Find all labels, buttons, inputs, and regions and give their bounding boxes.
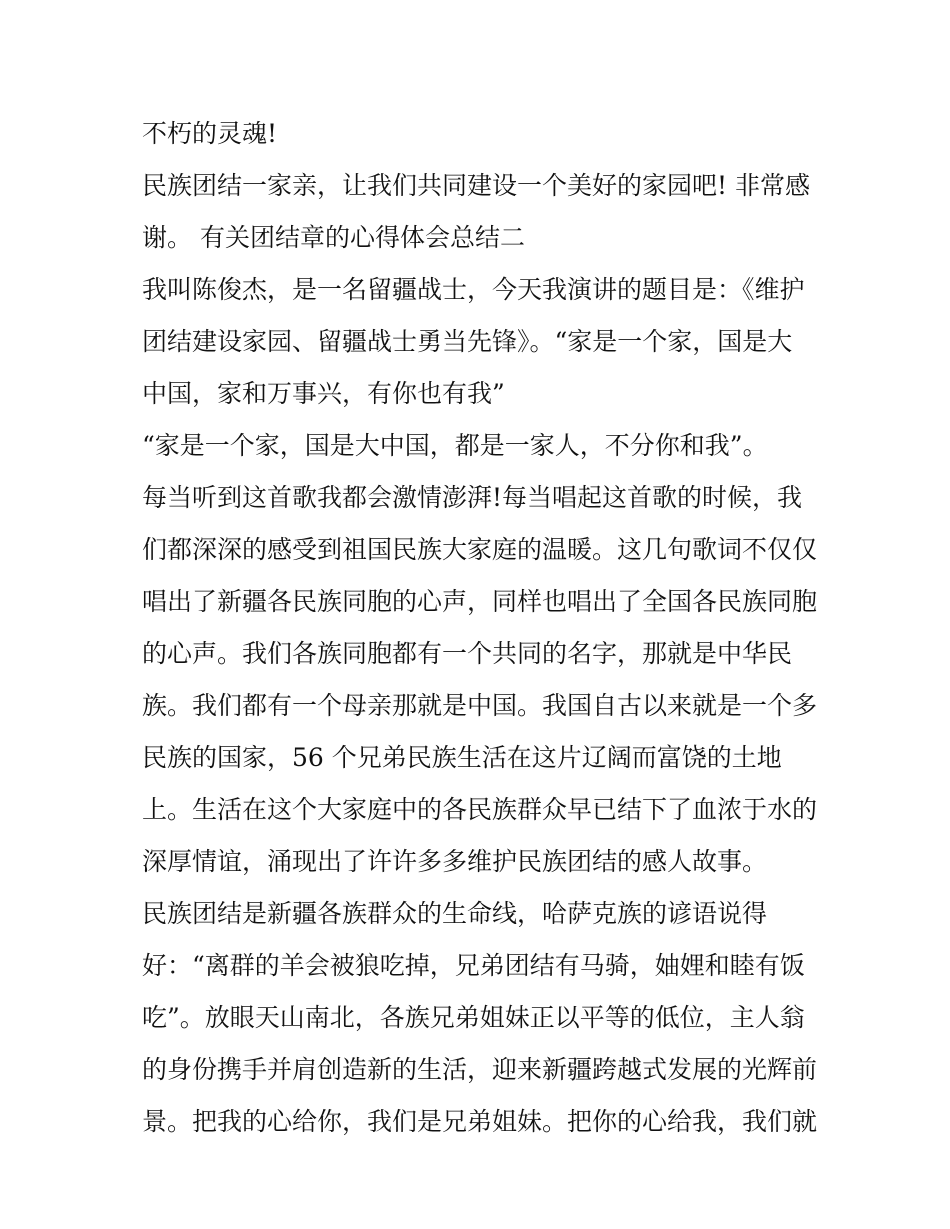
text-line: 民族的国家，56 个兄弟民族生活在这片辽阔而富饶的土地 [142, 743, 782, 772]
text-line: 每当听到这首歌我都会激情澎湃!每当唱起这首歌的时候，我 [142, 483, 803, 512]
text-line: 上。生活在这个大家庭中的各民族群众早已结下了血浓于水的 [142, 795, 818, 824]
text-line: 民族团结一家亲，让我们共同建设一个美好的家园吧! 非常感 [142, 171, 810, 200]
text-line: 团结建设家园、留疆战士勇当先锋》。“家是一个家，国是大 [142, 327, 793, 356]
text-line: 不朽的灵魂! [142, 119, 278, 148]
text-line: 景。把我的心给你，我们是兄弟姐妹。把你的心给我，我们就 [142, 1107, 818, 1136]
text-line: 好：“离群的羊会被狼吃掉，兄弟团结有马骑，妯娌和睦有饭 [142, 951, 805, 980]
text-line: “家是一个家，国是大中国，都是一家人，不分你和我”。 [142, 431, 768, 460]
text-line: 民族团结是新疆各族群众的生命线，哈萨克族的谚语说得 [142, 899, 768, 928]
text-line: 中国，家和万事兴，有你也有我” [142, 379, 505, 408]
text-line: 吃”。放眼天山南北，各族兄弟姐妹正以平等的低位，主人翁 [142, 1003, 805, 1032]
document-body [142, 108, 822, 1148]
text-line: 的心声。我们各族同胞都有一个共同的名字，那就是中华民 [142, 639, 793, 668]
text-line: 谢。 有关团结章的心得体会总结二 [142, 223, 525, 252]
text-line: 我叫陈俊杰，是一名留疆战士，今天我演讲的题目是：《维护 [142, 275, 805, 304]
text-line: 唱出了新疆各民族同胞的心声，同样也唱出了全国各民族同胞 [142, 587, 818, 616]
text-line: 深厚情谊，涌现出了许许多多维护民族团结的感人故事。 [142, 847, 768, 876]
text-line: 们都深深的感受到祖国民族大家庭的温暖。这几句歌词不仅仅 [142, 535, 818, 564]
text-line: 族。我们都有一个母亲那就是中国。我国自古以来就是一个多 [142, 691, 818, 720]
text-line: 的身份携手并肩创造新的生活，迎来新疆跨越式发展的光辉前 [142, 1055, 818, 1084]
